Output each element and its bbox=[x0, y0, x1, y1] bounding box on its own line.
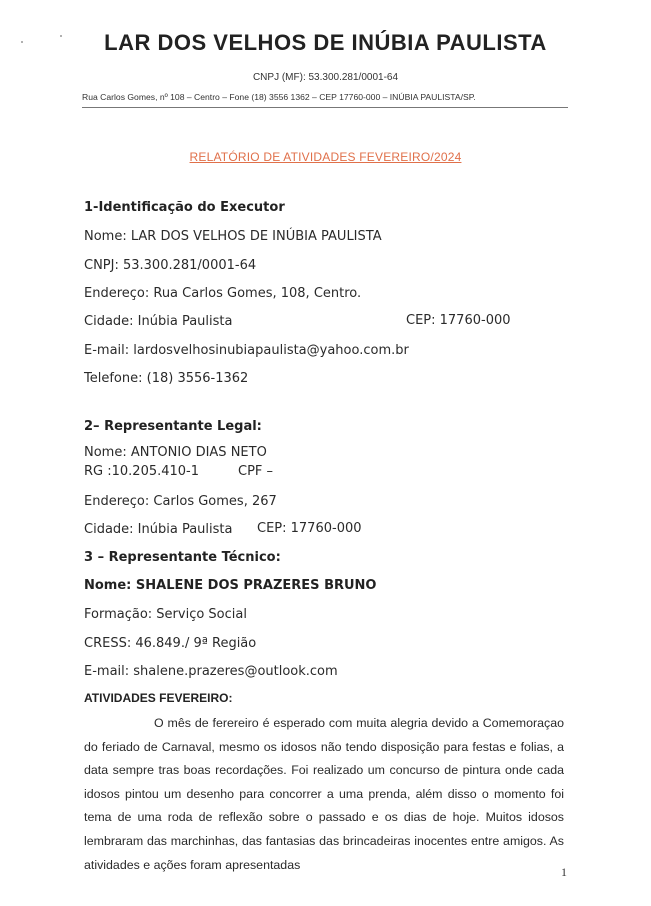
executor-email: E-mail: lardosvelhosinubiapaulista@yahoo.com.br bbox=[84, 343, 409, 358]
institution-title: LAR DOS VELHOS DE INÚBIA PAULISTA bbox=[104, 30, 547, 55]
section3-heading: 3 – Representante Técnico: bbox=[84, 550, 281, 565]
technical-rep-cress: CRESS: 46.849./ 9ª Região bbox=[84, 636, 257, 651]
header-cnpj: CNPJ (MF): 53.300.281/0001-64 bbox=[252, 72, 399, 83]
executor-address: Endereço: Rua Carlos Gomes, 108, Centro. bbox=[84, 286, 362, 301]
activities-paragraph bbox=[84, 712, 564, 877]
legal-rep-name: Nome: ANTONIO DIAS NETO bbox=[84, 445, 267, 460]
activities-text: O mês de ferereiro é esperado com muita alegria devido a Comemoraçao do feriado de Carnaval, mesmo os idosos não tendo disposição para festas e folias, a data sempre tras boas recordações. Foi realizado um concurso de pintura onde cada idosos pintou um desenho para concorrer a uma prenda, além disso o momento foi tema de uma roda de reflexão sobre o passado e os dias de hoje. Muitos idosos lembraram das marchinhas, das fantasias das brincadeiras inocentes entre amigos. As atividades e ações foram apresentadas bbox=[84, 716, 564, 872]
executor-city: Cidade: Inúbia Paulista bbox=[84, 314, 233, 329]
executor-cnpj: CNPJ: 53.300.281/0001-64 bbox=[84, 258, 257, 273]
section2-heading: 2– Representante Legal: bbox=[84, 419, 262, 434]
section1-heading: 1-Identificação do Executor bbox=[84, 200, 285, 215]
activities-heading: ATIVIDADES FEVEREIRO: bbox=[84, 691, 233, 705]
report-title: RELATÓRIO DE ATIVIDADES FEVEREIRO/2024 bbox=[189, 150, 462, 164]
technical-rep-name: Nome: SHALENE DOS PRAZERES BRUNO bbox=[84, 578, 377, 593]
legal-rep-address: Endereço: Carlos Gomes, 267 bbox=[84, 494, 277, 509]
legal-rep-rg: RG :10.205.410-1 bbox=[84, 464, 200, 479]
executor-phone: Telefone: (18) 3556-1362 bbox=[84, 371, 249, 386]
executor-name: Nome: LAR DOS VELHOS DE INÚBIA PAULISTA bbox=[84, 229, 382, 244]
legal-rep-cpf: CPF – bbox=[238, 464, 274, 479]
executor-cep: CEP: 17760-000 bbox=[406, 313, 511, 328]
legal-rep-city: Cidade: Inúbia Paulista bbox=[84, 522, 233, 537]
header-address: Rua Carlos Gomes, nº 108 – Centro – Fone (18) 3556 1362 – CEP 17760-000 – INÚBIA PAULISTA/SP. bbox=[82, 92, 476, 102]
header-divider bbox=[82, 107, 568, 108]
legal-rep-cep: CEP: 17760-000 bbox=[257, 521, 362, 536]
technical-rep-training: Formação: Serviço Social bbox=[84, 607, 247, 622]
technical-rep-email: E-mail: shalene.prazeres@outlook.com bbox=[84, 664, 338, 679]
page-number: 1 bbox=[561, 865, 567, 879]
